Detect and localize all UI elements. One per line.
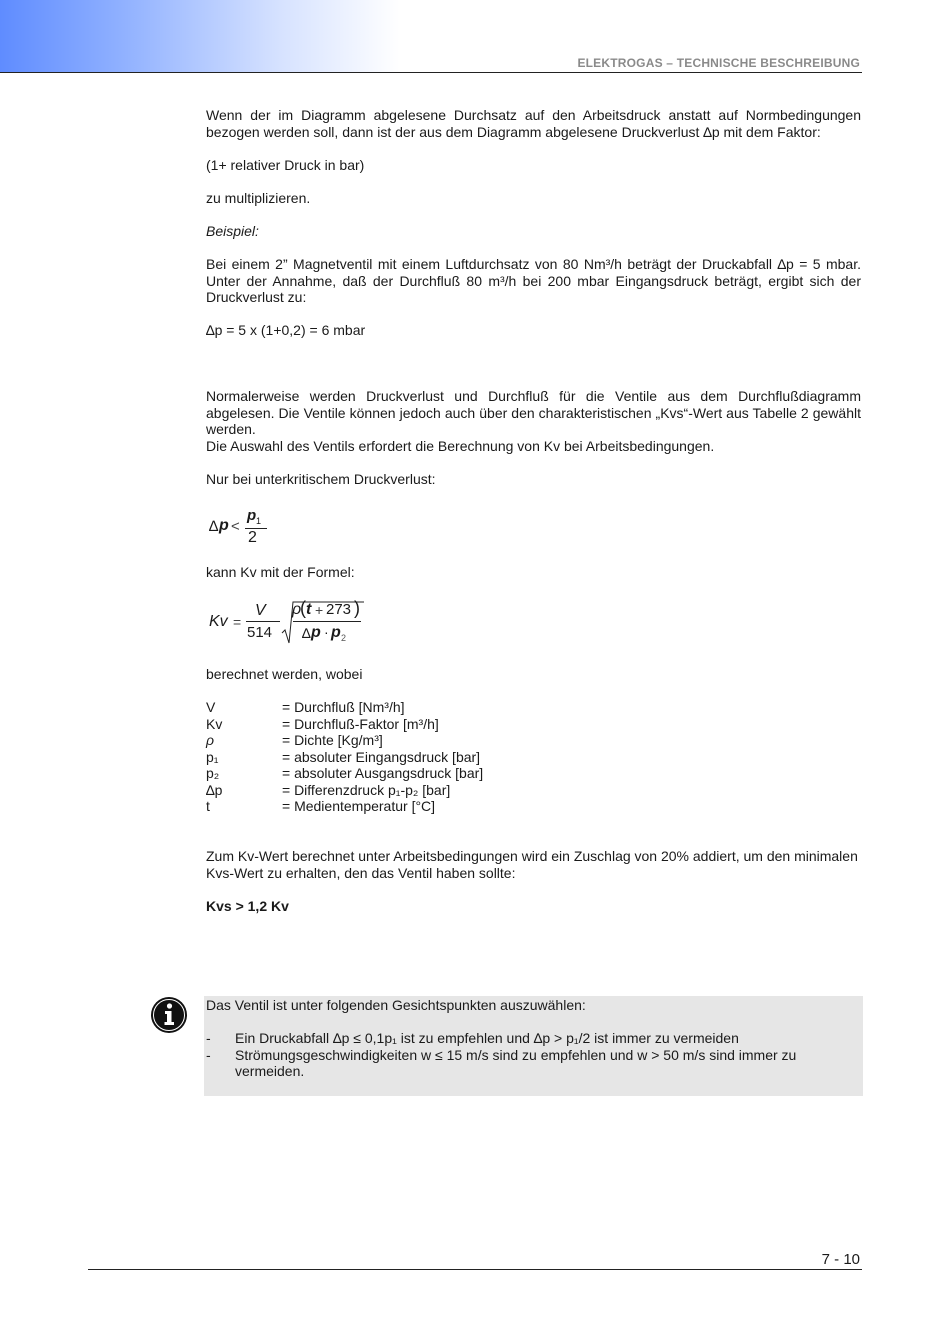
- variable-definition: = Dichte [Kg/m³]: [282, 732, 383, 748]
- header-gradient: [0, 0, 400, 72]
- variable-definition: = Durchfluß-Faktor [m³/h]: [282, 715, 439, 732]
- paragraph-multiply: zu multiplizieren.: [206, 190, 311, 206]
- page-number: 7 - 10: [821, 1251, 860, 1268]
- variable-definition: = Medientemperatur [°C]: [282, 798, 436, 814]
- bullet-dash: -: [206, 1030, 211, 1046]
- paragraph-surcharge: Zum Kv-Wert berechnet unter Arbeitsbedingungen wird ein Zuschlag von 20% addiert, um den minimalen Kvs-Wert zu erhalten, den das Ventil haben sollte:: [206, 848, 858, 881]
- paragraph-factor: (1+ relativer Druck in bar): [206, 157, 365, 173]
- formula-lt: <: [231, 518, 240, 535]
- formula-p: p: [219, 517, 229, 534]
- formula-kv-label: Kv: [209, 613, 228, 630]
- formula-inner-delta: ∆: [302, 625, 311, 641]
- variable-definition: = Differenzdruck p₁-p₂ [bar]: [282, 781, 451, 798]
- paragraph-normal: Normalerweise werden Druckverlust und Durchfluß für die Ventile aus dem Durchflußdiagramm abgelesen. Die Ventile können jedoch auch über den charakteristischen „Kvs“-Wert aus Tabelle 2 gewählt werden.: [206, 388, 861, 437]
- formula-paren-open: (: [300, 598, 306, 618]
- variable-definition: = absoluter Ausgangsdruck [bar]: [282, 765, 484, 781]
- formula-kv-bar: [246, 621, 280, 622]
- paragraph-selection: Die Auswahl des Ventils erfordert die Berechnung von Kv bei Arbeitsbedingungen.: [206, 438, 715, 454]
- formula-den: 2: [248, 529, 257, 546]
- variable-definition: = absoluter Eingangsdruck [bar]: [282, 748, 481, 765]
- formula-paren-close: ): [354, 598, 360, 618]
- bullet-text: Ein Druckabfall ∆p ≤ 0,1p₁ ist zu empfehlen und ∆p > p₁/2 ist immer zu vermeiden: [235, 1030, 739, 1046]
- variable-symbol: ρ: [206, 732, 215, 748]
- example-result: ∆p = 5 x (1+0,2) = 6 mbar: [206, 322, 366, 338]
- info-intro: Das Ventil ist unter folgenden Gesichtspunkten auszuwählen:: [206, 997, 586, 1013]
- header-title: ELEKTROGAS – TECHNISCHE BESCHREIBUNG: [577, 56, 860, 70]
- kvs-rule: Kvs > 1,2 Kv: [206, 898, 289, 914]
- example-heading: Beispiel:: [206, 223, 259, 239]
- formula-inner-bar: [293, 621, 361, 622]
- footer-rule: [88, 1269, 862, 1270]
- formula-kv-num: V: [255, 602, 266, 619]
- paragraph-example: Bei einem 2” Magnetventil mit einem Luftdurchsatz von 80 Nm³/h beträgt der Druckabfall ∆p = 5 mbar. Unter der Annahme, daß der Durchfluß 80 m³/h bei 200 mbar Eingangsdruck beträgt, ergibt sich der Druckverlust zu:: [206, 256, 861, 305]
- variable-symbol: p₁: [206, 748, 219, 765]
- variable-symbol: p₂: [206, 765, 220, 781]
- formula-kv: [206, 598, 376, 648]
- header-rule: [0, 72, 862, 73]
- paragraph-intro: Wenn der im Diagramm abgelesene Durchsatz auf den Arbeitsdruck anstatt auf Normbedingungen bezogen werden soll, dann ist der aus dem Diagramm abgelesene Druckverlust ∆p mit dem Faktor:: [206, 107, 861, 140]
- variable-symbol: Kv: [206, 715, 223, 732]
- variable-definition: = Durchfluß [Nm³/h]: [282, 699, 405, 715]
- bullet-dash: -: [206, 1046, 211, 1063]
- paragraph-subcritical: Nur bei unterkritischem Druckverlust:: [206, 471, 436, 487]
- paragraph-formula-intro: kann Kv mit der Formel:: [206, 564, 355, 580]
- paragraph-where: berechnet werden, wobei: [206, 666, 363, 682]
- variable-symbol: t: [206, 798, 210, 814]
- variable-symbol: ∆p: [206, 781, 223, 798]
- info-icon: [150, 996, 188, 1034]
- formula-t: t: [306, 601, 312, 618]
- formula-inner-p: p: [311, 624, 321, 641]
- formula-inner-p2: p: [331, 624, 341, 641]
- formula-kv-den: 514: [247, 624, 273, 641]
- formula-dot: ·: [324, 624, 329, 640]
- variable-symbol: V: [206, 699, 216, 715]
- formula-273: 273: [326, 601, 352, 618]
- formula-num-sub: 1: [256, 516, 262, 526]
- bullet-text: Strömungsgeschwindigkeiten w ≤ 15 m/s sind zu empfehlen und w > 50 m/s sind immer zu vermeiden.: [235, 1046, 797, 1079]
- formula-eq: =: [233, 614, 242, 630]
- formula-subcritical: [206, 506, 276, 550]
- formula-rho: ρ: [292, 601, 302, 618]
- formula-delta: ∆: [209, 518, 219, 535]
- formula-num: p: [247, 507, 257, 524]
- formula-inner-p2-sub: 2: [341, 633, 347, 643]
- formula-plus: +: [315, 602, 324, 618]
